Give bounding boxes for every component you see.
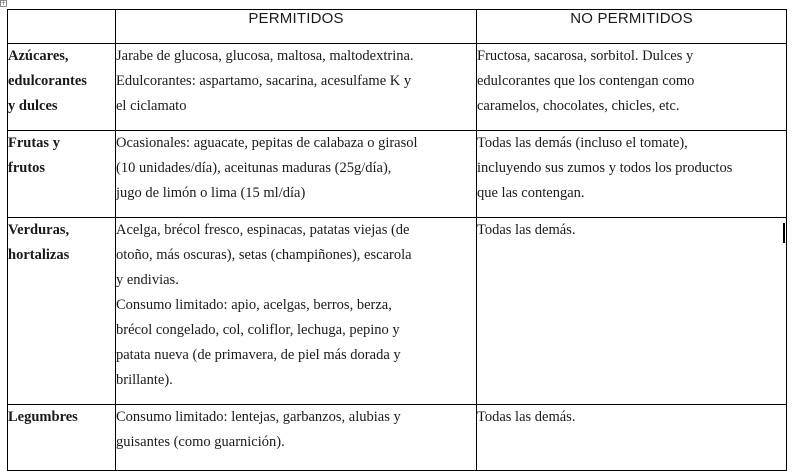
table-row bbox=[8, 131, 787, 218]
header-blank-cell bbox=[8, 10, 116, 44]
diet-table bbox=[7, 9, 787, 471]
table-row bbox=[8, 44, 787, 131]
category-cell: Frutas y frutos bbox=[8, 131, 116, 218]
text-cursor-mark bbox=[783, 223, 785, 243]
category-cell: Legumbres bbox=[8, 405, 116, 471]
not-allowed-cell: Todas las demás. bbox=[477, 405, 787, 471]
allowed-cell: Ocasionales: aguacate, pepitas de calabaza o girasol (10 unidades/día), aceitunas maduras (25g/día), jugo de limón o lima (15 ml/día) bbox=[116, 131, 477, 218]
allowed-cell: Jarabe de glucosa, glucosa, maltosa, maltodextrina. Edulcorantes: aspartamo, sacarina, acesulfame K y el ciclamato bbox=[116, 44, 477, 131]
category-cell: Azúcares, edulcorantes y dulces bbox=[8, 44, 116, 131]
header-permitidos: PERMITIDOS bbox=[116, 10, 477, 44]
table-row bbox=[8, 405, 787, 471]
category-cell: Verduras, hortalizas bbox=[8, 218, 116, 405]
header-no-permitidos: NO PERMITIDOS bbox=[477, 10, 787, 44]
header-row bbox=[8, 10, 787, 44]
not-allowed-cell: Todas las demás. bbox=[477, 218, 787, 405]
not-allowed-cell: Todas las demás (incluso el tomate), incluyendo sus zumos y todos los productos que las contengan. bbox=[477, 131, 787, 218]
table-row bbox=[8, 218, 787, 405]
table-move-handle-icon[interactable]: + bbox=[1, 0, 7, 7]
allowed-cell: Consumo limitado: lentejas, garbanzos, alubias y guisantes (como guarnición). bbox=[116, 405, 477, 471]
allowed-cell: Acelga, brécol fresco, espinacas, patatas viejas (de otoño, más oscuras), setas (champiñones), escarola y endivias. Consumo limitado: apio, acelgas, berros, berza, brécol congelado, col, coliflor, lechuga, pepino y patata nueva (de primavera, de piel más dorada y brillante). bbox=[116, 218, 477, 405]
not-allowed-cell: Fructosa, sacarosa, sorbitol. Dulces y edulcorantes que los contengan como caramelos, chocolates, chicles, etc. bbox=[477, 44, 787, 131]
